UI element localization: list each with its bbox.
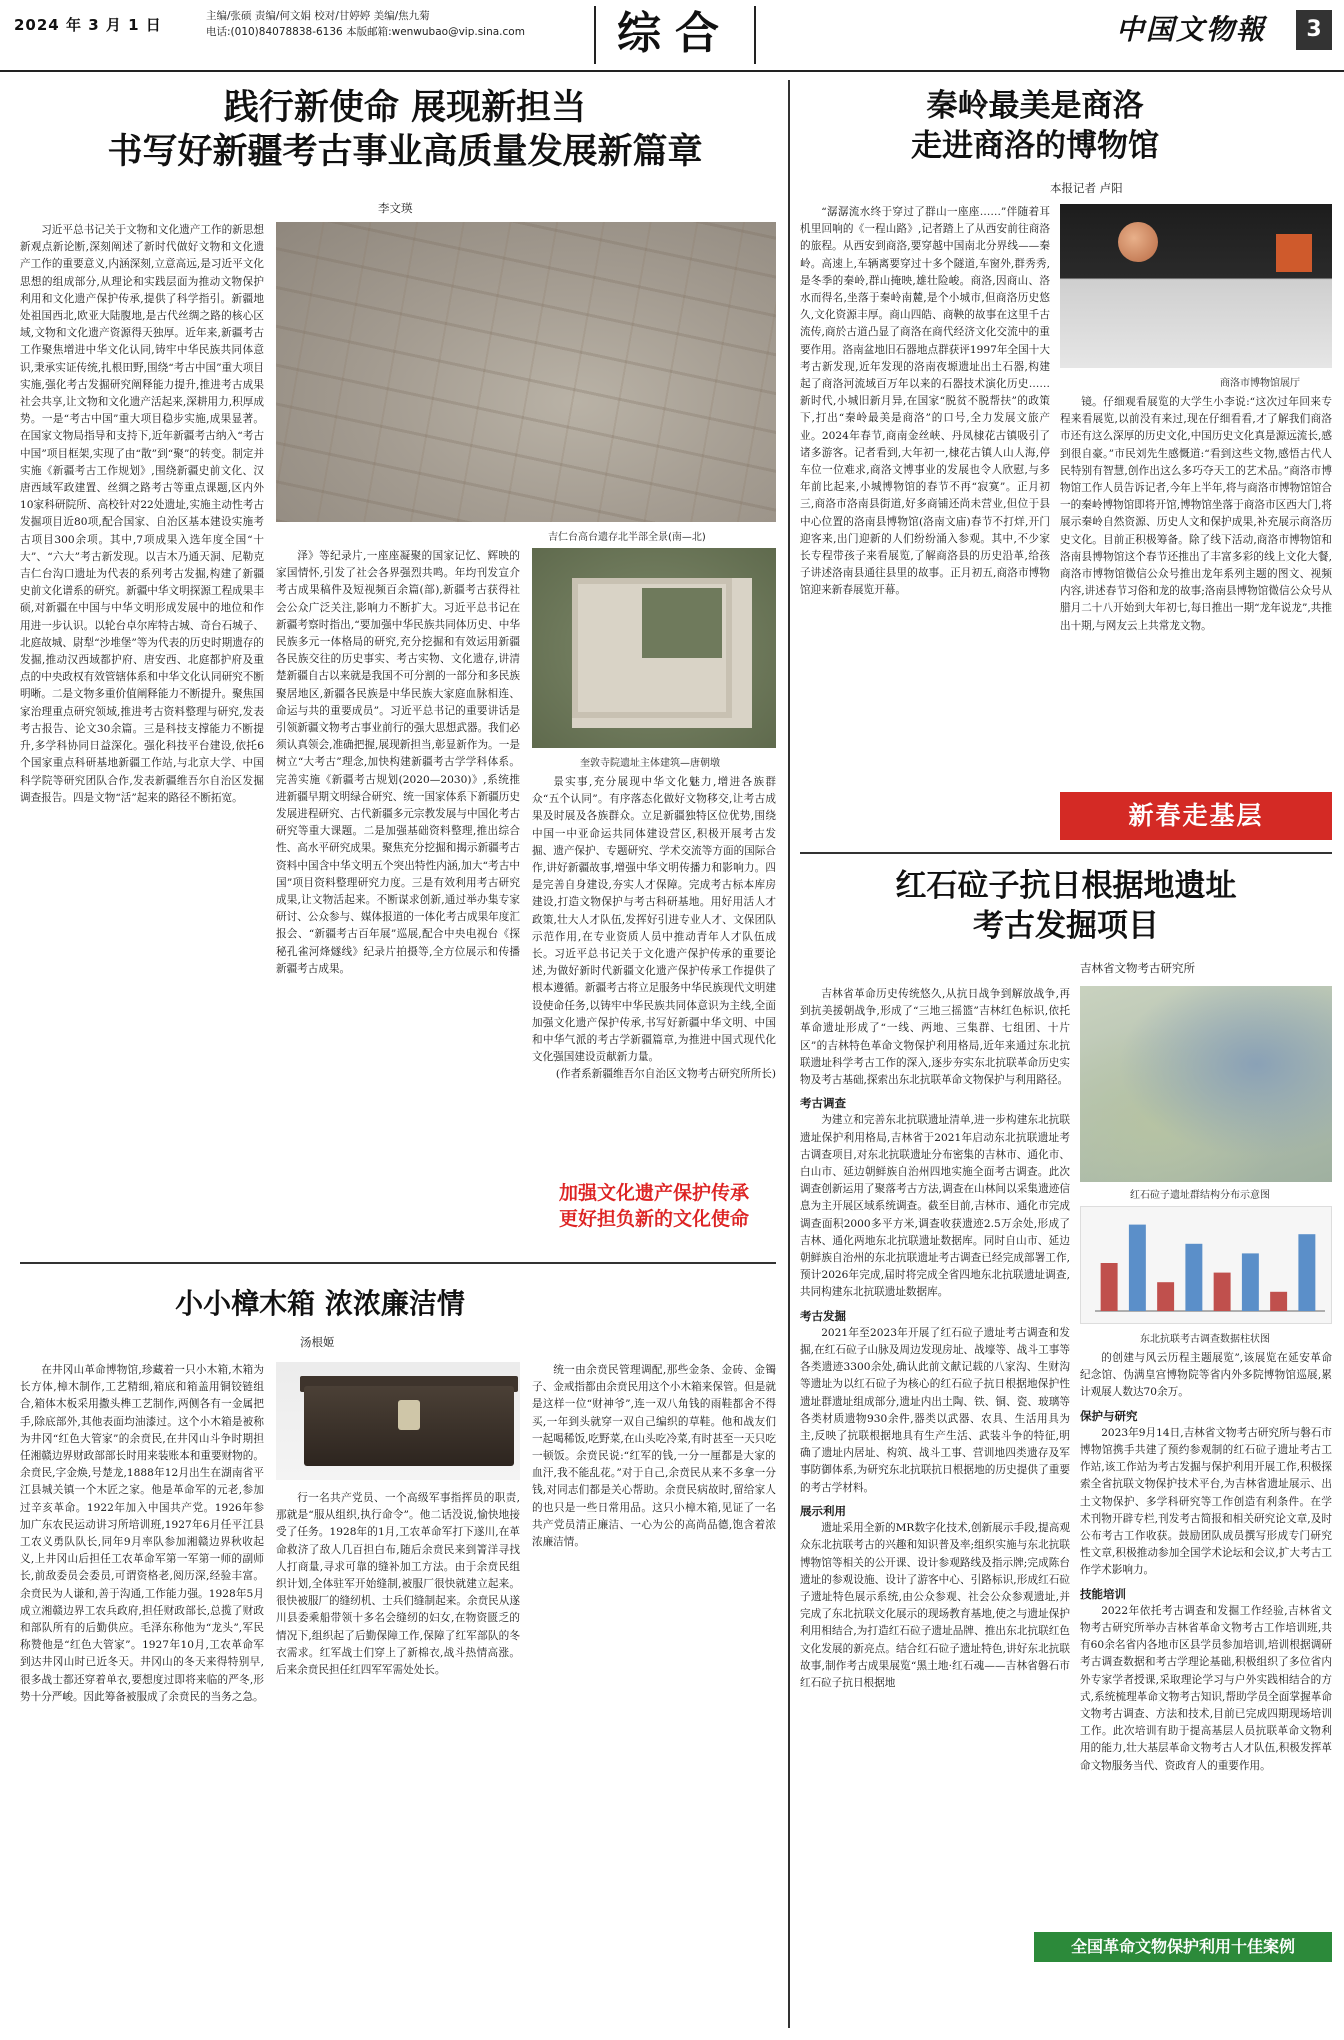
museum-photo-caption: 商洛市博物馆展厅: [1220, 378, 1300, 389]
photo2-caption: 奎敦寺院遗址主体建筑—唐朝墩: [580, 758, 720, 769]
hongshilazi-para-1: 为建立和完善东北抗联遗址清单,进一步构建东北抗联遗址保护利用格局,吉林省于2021年启动东北抗联遗址考古调查项目,对东北抗联遗址分布密集的吉林市、通化市、白山市、延边朝鲜族自治州四地实施全面考古调查。此次调查创新运用了聚落考古方法,调查在山林间以采集遗迹信息为主开展区域系统调查。截至目前,吉林市、通化市完成调查面积2000多平方米,调查收获遗迹2.5万余处,形成了吉林、通化两地东北抗联遗址数据库。同时自山市、延边朝鲜族自治州的东北抗联遗址考古调查已经完成部署工作,预计2026年完成,届时将完成全省四地东北抗联遗址调查,共同构建东北抗联遗址数据库。: [800, 1114, 1070, 1299]
xinjiang-column-3: [532, 774, 776, 1170]
shangluo-museum-photo: [1060, 204, 1332, 368]
shangluo-headline-line1: 秦岭最美是商洛: [926, 88, 1144, 124]
cultural-heritage-banner-line2: 更好担负新的文化使命: [558, 1208, 749, 1230]
tangchaodun-aerial-photo: [532, 548, 776, 748]
hongshilazi-headline-line2: 考古发掘项目: [973, 908, 1159, 944]
box-column-2-text: 行一名共产党员、一个高级军事指挥员的职责,那就是“服从组织,执行命令”。他二话没说,愉快地接受了任务。1928年的1月,工农革命军打下遂川,在革命救济了敌人几百担白布,随后余贲民来到箐洋寻找人打商量,寻求可靠的缝补加工方法。由于余贲民组织计划,全体驻军开始缝制,被服厂很快就建立起来。很快被服厂的缝纫机、士兵们缝制起来。余贲民从遂川县委乘船带领十多名会缝纫的妇女,在物资匮乏的情况下,组织起了后勤保障工作,保障了红军部队的冬衣需求。红军战士们穿上了新棉衣,战斗热情高涨。后来余贲民担任红四军军需处处长。: [276, 1492, 520, 1677]
photo1-caption: 吉仁台高台遗存北半部全景(南—北): [548, 532, 706, 543]
xinjiang-headline-line2: 书写好新疆考古事业高质量发展新篇章: [107, 131, 703, 172]
hongshilazi-col2-top: 的创建与风云历程主题展览”,该展览在延安革命纪念馆、伪满皇宫博物院等省内外多院博物馆巡展,累计观展人数达70余万。: [1080, 1352, 1332, 1399]
bar-chart-svg: [1081, 1207, 1331, 1323]
xinjiang-byline: 李文瑛: [378, 201, 413, 215]
shangluo-column-1: [800, 204, 1050, 844]
xinjiang-headline-line1: 践行新使命 展现新担当: [223, 87, 587, 128]
hongshilazi-sub-4: 保护与研究: [1080, 1408, 1138, 1423]
issue-date: 2024 年 3 月 1 日: [14, 16, 162, 34]
chart-bar-8: [1298, 1234, 1315, 1311]
shangluo-headline-line2: 走进商洛的博物馆: [911, 128, 1159, 164]
chart-bar-2: [1129, 1225, 1146, 1311]
shangluo-column-2: [1060, 394, 1332, 780]
chart-bar-6: [1242, 1253, 1259, 1311]
chart-bar-3: [1157, 1282, 1174, 1311]
box-column-3: [532, 1362, 776, 2022]
xinjiang-column-3-text: 景实事,充分展现中华文化魅力,增进各族群众“五个认同”。有序落态化做好文物移交,让考古成果及时展及各族群众。立足新疆独特区位优势,围绕中国一中亚命运共同体建设营区,积极开展考古发掘、遗产保护、专题研究、学术交流等方面的国际合作,讲好新疆故事,增强中华文明传播力和影响力。四是完善自身建设,夯实人才保障。完成考古标本库房建设,打造文物保护与考古科研基地。用好用活人才政策,壮大人才队伍,发挥好引进专业人才、文保团队示范作用,在专业资质人员中推动青年人才队伍成长。习近平总书记关于文化遗产保护传承的重要论述,为做好新时代新疆文化遗产保护传承工作提供了根本遵循。新疆考古将立足服务中华民族现代文明建设使命任务,以铸牢中华民族共同体意识为主线,全面加强文化遗产保护传承,书写好新疆中华文明、中国和中华气派的考古学新疆篇章,为推进中国式现代化文化强国建设贡献新力量。: [532, 776, 776, 1064]
hongshilazi-headline-line1: 红石砬子抗日根据地遗址: [895, 868, 1237, 904]
gjrentai-aerial-photo: [276, 222, 776, 522]
chart-bar-4: [1185, 1244, 1202, 1311]
section-title: 综合: [617, 8, 733, 59]
museum-exhibit: [1118, 222, 1158, 262]
hongshilazi-column-2: [1080, 1350, 1332, 1920]
box-lock: [398, 1400, 420, 1430]
xinjiang-author-note: (作者系新疆维吾尔自治区文物考古研究所所长): [555, 1068, 776, 1081]
cultural-heritage-banner-line1: 加强文化遗产保护传承: [558, 1182, 749, 1204]
museum-panel: [1276, 234, 1312, 272]
chart-bar-5: [1214, 1273, 1231, 1311]
hongshilazi-para-2: 2021年至2023年开展了红石砬子遗址考古调查和发掘,在红石砬子山脉及周边发现房址、战壕等、战斗工事等各类遗迹3300余处,确认此前文献记载的八家沟、生财沟等遗址为以红石砬子为核心的红石砬子抗日根据地保护性遗址群遗址组成部分,遗址内出土陶、铁、铜、瓷、玻璃等各类材质遗物930余件,器类以武器、农具、生活用具为主,反映了抗联根据地具有生产生活、武装斗争的特征,明确了遗址内居址、构筑、战斗工事、营训地四类遗存及军事防御体系,为研究东北抗联抗日根据地的历史提供了重要的考古学材料。: [800, 1326, 1070, 1494]
hongshilazi-sub-1: 考古调查: [800, 1096, 846, 1111]
xinjiang-column-1: [20, 222, 264, 1250]
newspaper-name: 中国文物報: [1116, 13, 1267, 46]
divider-right: [800, 852, 1332, 854]
masthead-divider-right: [754, 6, 756, 64]
hongshilazi-sub-3: 展示利用: [800, 1503, 846, 1518]
box-column-3-text: 统一由余贲民管理调配,那些金条、金砖、金镯子、金戒指都由余贲民用这个小木箱来保管。但是就是这样一位“财神爷”,连一双八角钱的雨鞋都舍不得买,一年到头就穿一双自己编织的草鞋。他和战友们一起喝稀饭,吃野菜,在山头吃冷菜,有时甚至一天只吃一顿饭。余贲民说:“红军的钱,一分一厘都是大家的血汗,我不能乱花。”对于自己,余贲民从来不多拿一分钱,对同志们都是关心帮助。余贲民病故时,留给家人的也只是一些日常用品。这只小樟木箱,见证了一名共产党员清正廉洁、一心为公的高尚品德,饱含着浓浓廉洁情。: [532, 1364, 776, 1549]
staff-credits: [206, 8, 525, 40]
shangluo-column-1-text: “潺潺流水终于穿过了群山一座座……”伴随着耳机里回响的《一程山路》,记者踏上了从西安前往商洛的旅程。从西安到商洛,要穿越中国南北分界线——秦岭。高速上,车辆离要穿过十多个隧道,车窗外,群秀秀,是冬季的秦岭,群山掩映,雄壮险峻。商洛,因商山、洛水而得名,坐落于秦岭南麓,是个小城市,但商洛历史悠久,文化资源丰厚。商山四皓、商鞅的故事在这里千古流传,商於古道凸显了商洛在商代经济文化交流中的重要作用。洛南盆地旧石器地点群获评1997年全国十大考古新发现,近年发现的洛南夜塬遗址出土石器,构建起了商洛河流域百万年以来的石器技术演化历史……新时代,小城旧新月异,在国家“脱贫不脱帮扶”的政策下,打出“秦岭最美是商洛”的口号,全力发展文旅产业。2024年春节,商南金丝峡、丹凤棣花古镇吸引了诸多游客。记者看到,大年初一,棣花古镇人山人海,停车位一位难求,商洛文博事业的发展也令人欣慰,与多年前比起来,小城博物馆的春节不再“寂寞”。正月初三,商洛市洛南县街道,好多商铺还尚未营业,但位于县中心位置的洛南县博物馆(洛南文庙)春节不打烊,开门迎客来,出门迎新的人们纷纷涌入参观。其中,不少家长专程带孩子来看展览,了解商洛县的历史沿革,给孩子讲述洛南县通往县里的故事。正月初五,商洛市博物馆迎来新春展览开幕。: [800, 206, 1050, 597]
hongshilazi-column-1: [800, 986, 1070, 2020]
photo-site-walls: [572, 578, 732, 718]
chart-bar-7: [1270, 1292, 1287, 1311]
camphor-box-photo: [276, 1362, 520, 1480]
xinjiang-column-2-text: 泽》等纪录片,一座座凝聚的国家记忆、辉映的家国情怀,引发了社会各界强烈共鸣。年均刊发宣介考古成果稿件及短视频百余篇(部),新疆考古获得社会公众广泛关注,影响力不断扩大。习近平总书记在新疆考察时指出,“要加强中华民族共同体历史、中华民族多元一体格局的研究,充分挖掘和有效运用新疆各民族交往的历史事实、考古实物、文化遗存,讲清楚新疆自古以来就是我国不可分割的一部分和多民族聚居地区,新疆各民族是中华民族大家庭血脉相连、命运与共的重要成员”。习近平总书记的重要讲话是引领新疆文物考古事业前行的强大思想武器。我们必须认真领会,准确把握,展现新担当,彰显新作为。一是树立“大考古”理念,加快构建新疆考古学学科体系。完善实施《新疆考古规划(2020—2030)》,系统推进新疆早期文明绿合研究、统一国家体系下新疆历史发展进程研究、古代新疆多元宗教发展与中国化考古研究等重大课题。二是加强基础资料整理,推出综合性、高水平研究成果。聚焦充分挖掘和揭示新疆考古资料中国含中华文明五个突出特性内涵,加大“考古中国”项目资料整理研究力度。三是有效利用考古研究成果,让文物活起来。不断谋求创新,通过举办集专家研讨、公众参与、媒体报道的一体化考古成果年度汇报会、“新疆考古百年展”巡展,配合中央电视台《探秘孔雀河烽燧线》纪录片拍摄等,全方位展示和传播新疆考古成果。: [276, 550, 520, 975]
hongshilazi-byline: 吉林省文物考古研究所: [1080, 961, 1195, 975]
box-column-1: [20, 1362, 264, 2022]
masthead: [0, 0, 1344, 72]
hongshilazi-para-3: 遗址采用全新的MR数字化技术,创新展示手段,提高观众东北抗联考古的兴趣和知识普及率;组织实施与东北抗联博物馆等相关的公开课、设计参观路线及指示牌;完成陈台遗址的参观设施、设计了游客中心、引路标识,形成红石砬子遗址特色展示系统,由公众参观、社会公众参观遗址,并完成了东北抗联文化展示的现场教育基地,使之与遗址保护利用相结合,为打造红石砬子遗址品牌、推出东北抗联红色文化发展的新亮点。结合红石砬子遗址特色,讲好东北抗联故事,制作考古成果展览“黑土地·红石魂——吉林省磐石市红石砬子抗日根据地: [800, 1522, 1070, 1689]
box-byline: 汤根姬: [300, 1335, 335, 1349]
xinjiang-headline: [20, 86, 790, 174]
hongshilazi-headline: [800, 866, 1332, 946]
hongshilazi-para-5: 2022年依托考古调查和发掘工作经验,吉林省文物考古研究所举办吉林省革命文物考古工作培训班,共有60余名省内各地市区县学员参加培训,培训根据调研考古调查数据和考古学理论基础,积极组织了多位省内外专家学者授课,采取理论学习与户外实践相结合的方式,系统梳理革命文物考古知识,帮助学员全面掌握革命文物考古调查、方法和技术,目前已完成四期现场培训工作。此次培训有助于提高基层人员抗联革命文物利用的能力,壮大基层革命文物考古人才队伍,积极发挥革命文物服务当代、资政育人的重要作用。: [1080, 1604, 1332, 1772]
map-caption: 红石砬子遗址群结构分布示意图: [1130, 1190, 1270, 1201]
box-headline: 小小樟木箱 浓浓廉洁情: [175, 1287, 465, 1320]
shangluo-byline: 本报记者 卢阳: [1050, 181, 1123, 195]
box-column-2: [276, 1490, 520, 2022]
top-ten-cases-banner: 全国革命文物保护利用十佳案例: [1034, 1932, 1332, 1962]
staff-line-1: 主编/张硕 责编/何文娟 校对/甘婷婷 美编/焦九菊: [206, 10, 430, 22]
column-divider-vertical: [788, 80, 790, 2028]
masthead-divider-left: [594, 6, 596, 64]
cultural-heritage-banner: [532, 1180, 776, 1232]
chart-bar-1: [1101, 1263, 1118, 1311]
xinjiang-column-2: [276, 548, 520, 1250]
survey-bar-chart: [1080, 1206, 1332, 1324]
chart-caption: 东北抗联考古调查数据柱状图: [1140, 1334, 1270, 1345]
new-year-tag: 新春走基层: [1060, 792, 1332, 840]
hongshilazi-sub-2: 考古发掘: [800, 1308, 846, 1323]
divider-lower-left: [20, 1262, 776, 1264]
hongshilazi-map-photo: [1080, 986, 1332, 1182]
box-column-1-text: 在井冈山革命博物馆,珍藏着一只小木箱,木箱为长方体,樟木制作,工艺精细,箱底和箱盖用铜铰链组合,箱体木板采用撒头榫工艺制作,两侧各有一金属把手,除底部外,其他表面均油漆过。这个小木箱是被称为井冈“红色大管家”的余贲民,在井冈山斗争时期担任湘赣边界财政部部长时用来装账本和重要财物的。余贲民,字金焕,号楚龙,1888年12月出生在湖南省平江县城关镇一个木匠之家。他是革命军的元老,参加过辛亥革命。1922年加入中国共产党。1926年参加广东农民运动讲习所培训班,1927年6月任平江县工农义勇队队长,同年9月率队参加湘赣边界秋收起义,上井冈山后担任工农革命军第一军第一师的副师长,前敌委员会委员,可谓资格老,阅历深,经验丰富。余贲民为人谦和,善于沟通,工作能力强。1928年5月成立湘赣边界工农兵政府,担任财政部长,总揽了财政和部队所有的后勤供应。毛泽东称他为“龙头”,军民称赞他是“红色大管家”。1927年10月,工农革命军到达井冈山时已近冬天。井冈山的冬天来得特别早,很多战士都还穿着单衣,要想度过即将来临的严冬,形势十分严峻。因此筹备被服成了余贲民的当务之急。: [20, 1364, 264, 1703]
staff-line-2: 电话:(010)84078838-6136 本版邮箱:wenwubao@vip.sina.com: [206, 26, 525, 38]
hongshilazi-sub-5: 技能培训: [1080, 1586, 1126, 1601]
shangluo-headline: [800, 86, 1270, 166]
hongshilazi-intro: 吉林省革命历史传统悠久,从抗日战争到解放战争,再到抗美援朝战争,形成了“三地三摇篮”吉林红色标识,依托革命遗址形成了“一线、两地、三集群、七组团、十片区”的吉林特色革命文物保护利用格局,近年来通过东北抗联遗址科学考古工作的深入,逐步夯实东北抗联革命历史实物及考古基础,探索出东北抗联革命文物保护与利用路径。: [800, 988, 1070, 1087]
hongshilazi-para-4: 2023年9月14日,吉林省文物考古研究所与磐石市博物馆携手共建了预约参观制的红石砬子遗址考古工作站,该工作站为考古发掘与保护利用开展工作,积极探索全省抗联文物保护技术平台,为吉林省遗址展示、出土文物保护、多学科研究等工作创造有利条件。在学术刊物开辟专栏,刊发考古简报和相关研究论文章,及时公布考古工作收获。鼓励团队成员撰写形成专门研究性文章,积极推动参加全国学术论坛和会议,扩大考古工作学术影响力。: [1080, 1426, 1332, 1577]
page-number: 3: [1296, 10, 1332, 50]
shangluo-column-2-text: 镜。仔细观看展览的大学生小李说:“这次过年回来专程来看展览,以前没有来过,现在仔细看看,才了解我们商洛市还有这么深厚的历史文化,中国历史文化真是源远流长,感到很自豪。”市民刘先生感慨道:“看到这些文物,感悟古代人民特别有智慧,创作出这么多巧夺天工的艺术品。”商洛市博物馆工作人员告诉记者,今年上半年,将与商洛市博物馆馆合一的秦岭博物馆即将开馆,博物馆坐落于商洛市区西大门,将展示秦岭自然资源、历史人文和保护成果,补充展示商洛历史文化。目前正积极筹备。除了线下活动,商洛市博物馆和洛南县博物馆这个春节还推出了丰富多彩的线上文化大餐,商洛市博物馆微信公众号推出龙年系列主题的图文、视频内容,讲述春节习俗和龙的故事;洛南县博物馆微信公众号从腊月二十八开始到大年初七,每日推出一期“龙年说龙”,共推出十期,与网友云上共常龙文物。: [1060, 396, 1332, 632]
xinjiang-column-1-text: 习近平总书记关于文物和文化遗产工作的新思想新观点新论断,深刻阐述了新时代做好文物和文化遗产工作的重要意义,内涵深刻,立意高远,是习近平文化思想的组成部分,从理论和实践层面为推动文物保护利用和文化遗产保护传承,提供了科学指引。新疆地处祖国西北,欧亚大陆腹地,是古代丝绸之路的核心区域,文物和文化遗产资源得天独厚。近年来,新疆考古工作聚焦增进中华文化认同,铸牢中华民族共同体意识,秉承实证传统,扎根田野,围绕“考古中国”重大项目实施,强化考古发掘研究阐释能力提升,推进考古成果社会共享,让文物和文化遗产活起来,深耕用力,积厚成势。一是“考古中国”重大项目稳步实施,成果显著。在国家文物局指导和支持下,近年新疆考古纳入“考古中国”项目框架,实现了由“散”到“聚”的转变。制定并实施《新疆考古工作规划》,围绕新疆史前文化、汉唐西域军政建置、丝绸之路考古等重点课题,区内外10家科研院所、高校针对22处遗址,实施主动性考古发掘项目近80项,配合国家、自治区基本建设实施考古项目300余项。其中,7项成果入选年度全国“十大”、“六大”考古新发现。以吉木乃通天洞、尼勒克吉仁台沟口遗址为代表的系列考古发掘,构建了新疆史前文化谱系的研究。新疆中华文明探源工程成果丰硕,对新疆在中国与中华文明形成发展中的地位和作用进一步认识。以轮台卓尔库特古城、奇台石城子、北庭故城、尉犁“沙堆堡”等为代表的历史时期遗存的发掘,推动汉西域都护府、唐安西、北庭都护府及重点的中央政权有效管辖体系和中华文化认同研究不断明晰。二是文物多重价值阐释能力不断提升。聚焦国家治理重点研究领域,推进考古资料整理与研究,发表考古报告、论文30余篇。三是科技支撑能力不断提升,多学科协同日益深化。强化科技平台建设,依托6个国家重点科研基地新疆工作站,与北京大学、中国科学院等研究团队合作,发表新疆维吾尔自治区发掘调查报告。四是文物“活”起来的路径不断拓宽。: [20, 224, 264, 804]
